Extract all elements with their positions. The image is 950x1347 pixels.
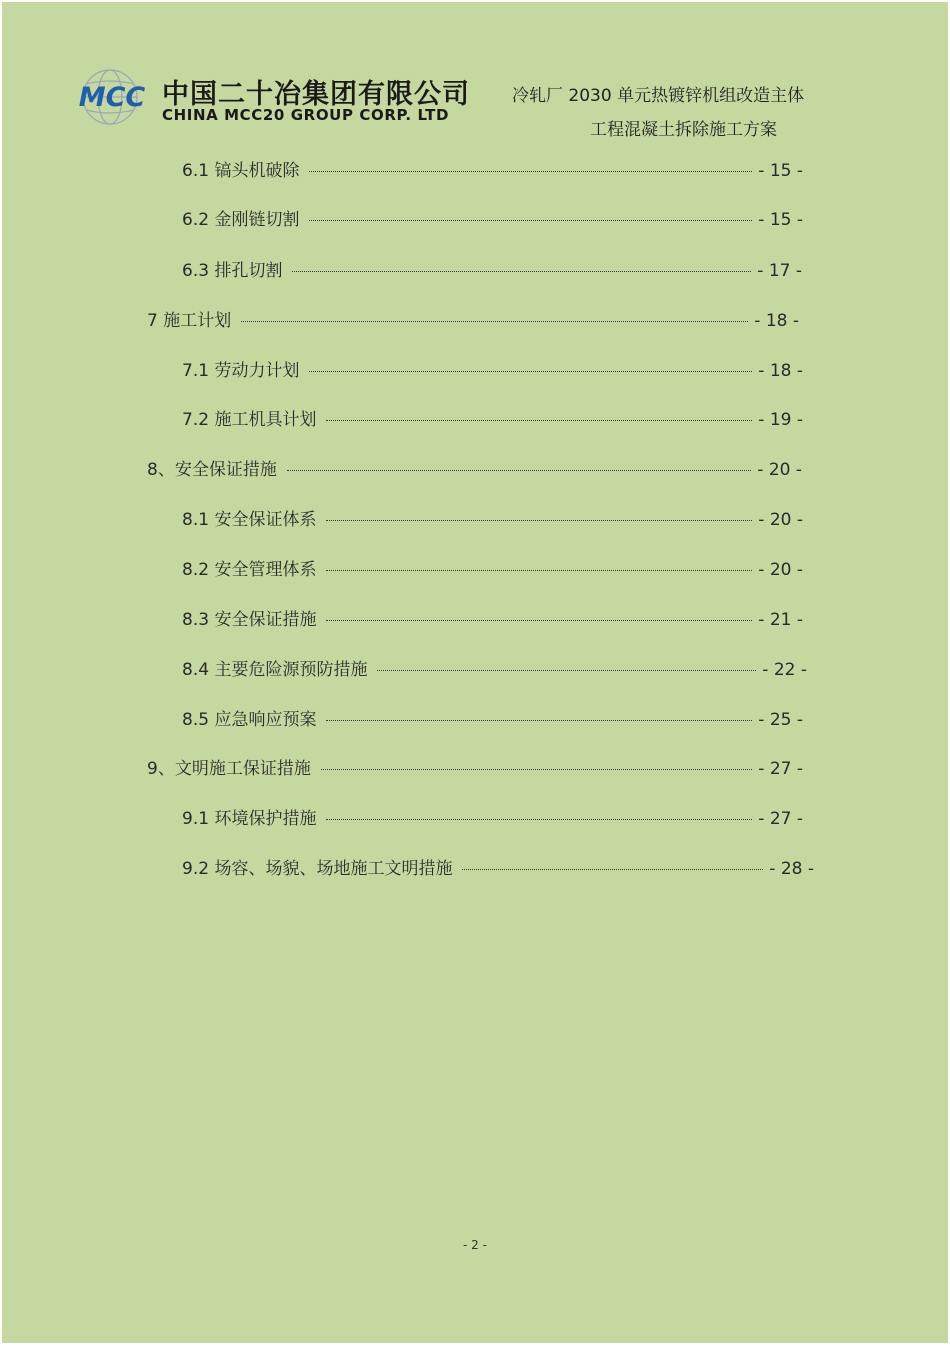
toc-entry[interactable] bbox=[182, 555, 803, 580]
toc-entry[interactable] bbox=[182, 505, 803, 530]
toc-entry-page: - 22 - bbox=[762, 660, 807, 680]
toc-leader-dots bbox=[326, 620, 752, 621]
toc-entry[interactable] bbox=[182, 205, 803, 230]
toc-entry-label: 8.3 安全保证措施 bbox=[182, 610, 317, 630]
toc-entry-label: 9.2 场容、场貌、场地施工文明措施 bbox=[182, 859, 453, 879]
toc-leader-dots bbox=[287, 470, 751, 471]
toc-entry-page: - 20 - bbox=[758, 510, 803, 530]
toc-entry-label: 8.4 主要危险源预防措施 bbox=[182, 660, 368, 680]
toc-leader-dots bbox=[326, 720, 752, 721]
toc-leader-dots bbox=[462, 869, 763, 870]
toc-entry-label: 6.2 金刚链切割 bbox=[182, 210, 300, 230]
toc-leader-dots bbox=[309, 220, 752, 221]
toc-entry-label: 8.1 安全保证体系 bbox=[182, 510, 317, 530]
toc-entry-label: 8.5 应急响应预案 bbox=[182, 710, 317, 730]
toc-leader-dots bbox=[326, 520, 752, 521]
toc-entry[interactable] bbox=[182, 705, 803, 730]
toc-leader-dots bbox=[326, 420, 752, 421]
document-title-line-1: 冷轧厂 2030 单元热镀锌机组改造主体 bbox=[512, 86, 805, 106]
company-name-en: CHINA MCC20 GROUP CORP. LTD bbox=[162, 106, 450, 124]
toc-entry-page: - 15 - bbox=[758, 161, 803, 181]
toc-entry-label: 8、安全保证措施 bbox=[147, 460, 277, 480]
svg-text:MCC: MCC bbox=[78, 82, 146, 113]
toc-entry[interactable] bbox=[182, 356, 803, 381]
toc-entry[interactable] bbox=[182, 156, 803, 181]
toc-entry-page: - 15 - bbox=[758, 210, 803, 230]
toc-leader-dots bbox=[309, 171, 752, 172]
toc-entry[interactable] bbox=[182, 605, 803, 630]
page-number: - 2 - bbox=[463, 1238, 487, 1252]
document-title-line-2: 工程混凝土拆除施工方案 bbox=[590, 120, 777, 140]
toc-entry-page: - 28 - bbox=[769, 859, 814, 879]
toc-entry-page: - 18 - bbox=[758, 361, 803, 381]
toc-entry-label: 8.2 安全管理体系 bbox=[182, 560, 317, 580]
toc-entry-page: - 20 - bbox=[757, 460, 802, 480]
toc-entry-page: - 18 - bbox=[754, 311, 799, 331]
toc-leader-dots bbox=[326, 570, 752, 571]
toc-entry-page: - 25 - bbox=[758, 710, 803, 730]
toc-entry-label: 6.1 镐头机破除 bbox=[182, 161, 300, 181]
toc-entry-label: 9.1 环境保护措施 bbox=[182, 809, 317, 829]
toc-entry-page: - 21 - bbox=[758, 610, 803, 630]
toc-entry[interactable] bbox=[182, 854, 814, 879]
toc-entry-label: 7 施工计划 bbox=[147, 311, 232, 331]
toc-leader-dots bbox=[321, 769, 752, 770]
toc-entry[interactable] bbox=[182, 405, 803, 430]
toc-leader-dots bbox=[241, 321, 748, 322]
toc-entry[interactable] bbox=[182, 256, 802, 281]
toc-entry[interactable] bbox=[182, 655, 807, 680]
toc-entry-label: 7.2 施工机具计划 bbox=[182, 410, 317, 430]
toc-entry-label: 7.1 劳动力计划 bbox=[182, 361, 300, 381]
toc-entry-page: - 27 - bbox=[758, 809, 803, 829]
toc-entry-label: 6.3 排孔切割 bbox=[182, 261, 283, 281]
toc-entry-page: - 17 - bbox=[757, 261, 802, 281]
toc-entry-page: - 20 - bbox=[758, 560, 803, 580]
toc-leader-dots bbox=[326, 819, 752, 820]
toc-entry[interactable] bbox=[182, 804, 803, 829]
toc-leader-dots bbox=[377, 670, 756, 671]
toc-entry-page: - 19 - bbox=[758, 410, 803, 430]
toc-leader-dots bbox=[309, 371, 752, 372]
toc-entry[interactable] bbox=[147, 306, 799, 331]
mcc-logo bbox=[70, 68, 154, 126]
toc-entry[interactable] bbox=[147, 455, 802, 480]
toc-entry[interactable] bbox=[147, 754, 803, 779]
company-name-cn: 中国二十冶集团有限公司 bbox=[162, 79, 470, 110]
toc-entry-page: - 27 - bbox=[758, 759, 803, 779]
toc-leader-dots bbox=[292, 271, 751, 272]
toc-entry-label: 9、文明施工保证措施 bbox=[147, 759, 311, 779]
document-page bbox=[2, 2, 948, 1343]
